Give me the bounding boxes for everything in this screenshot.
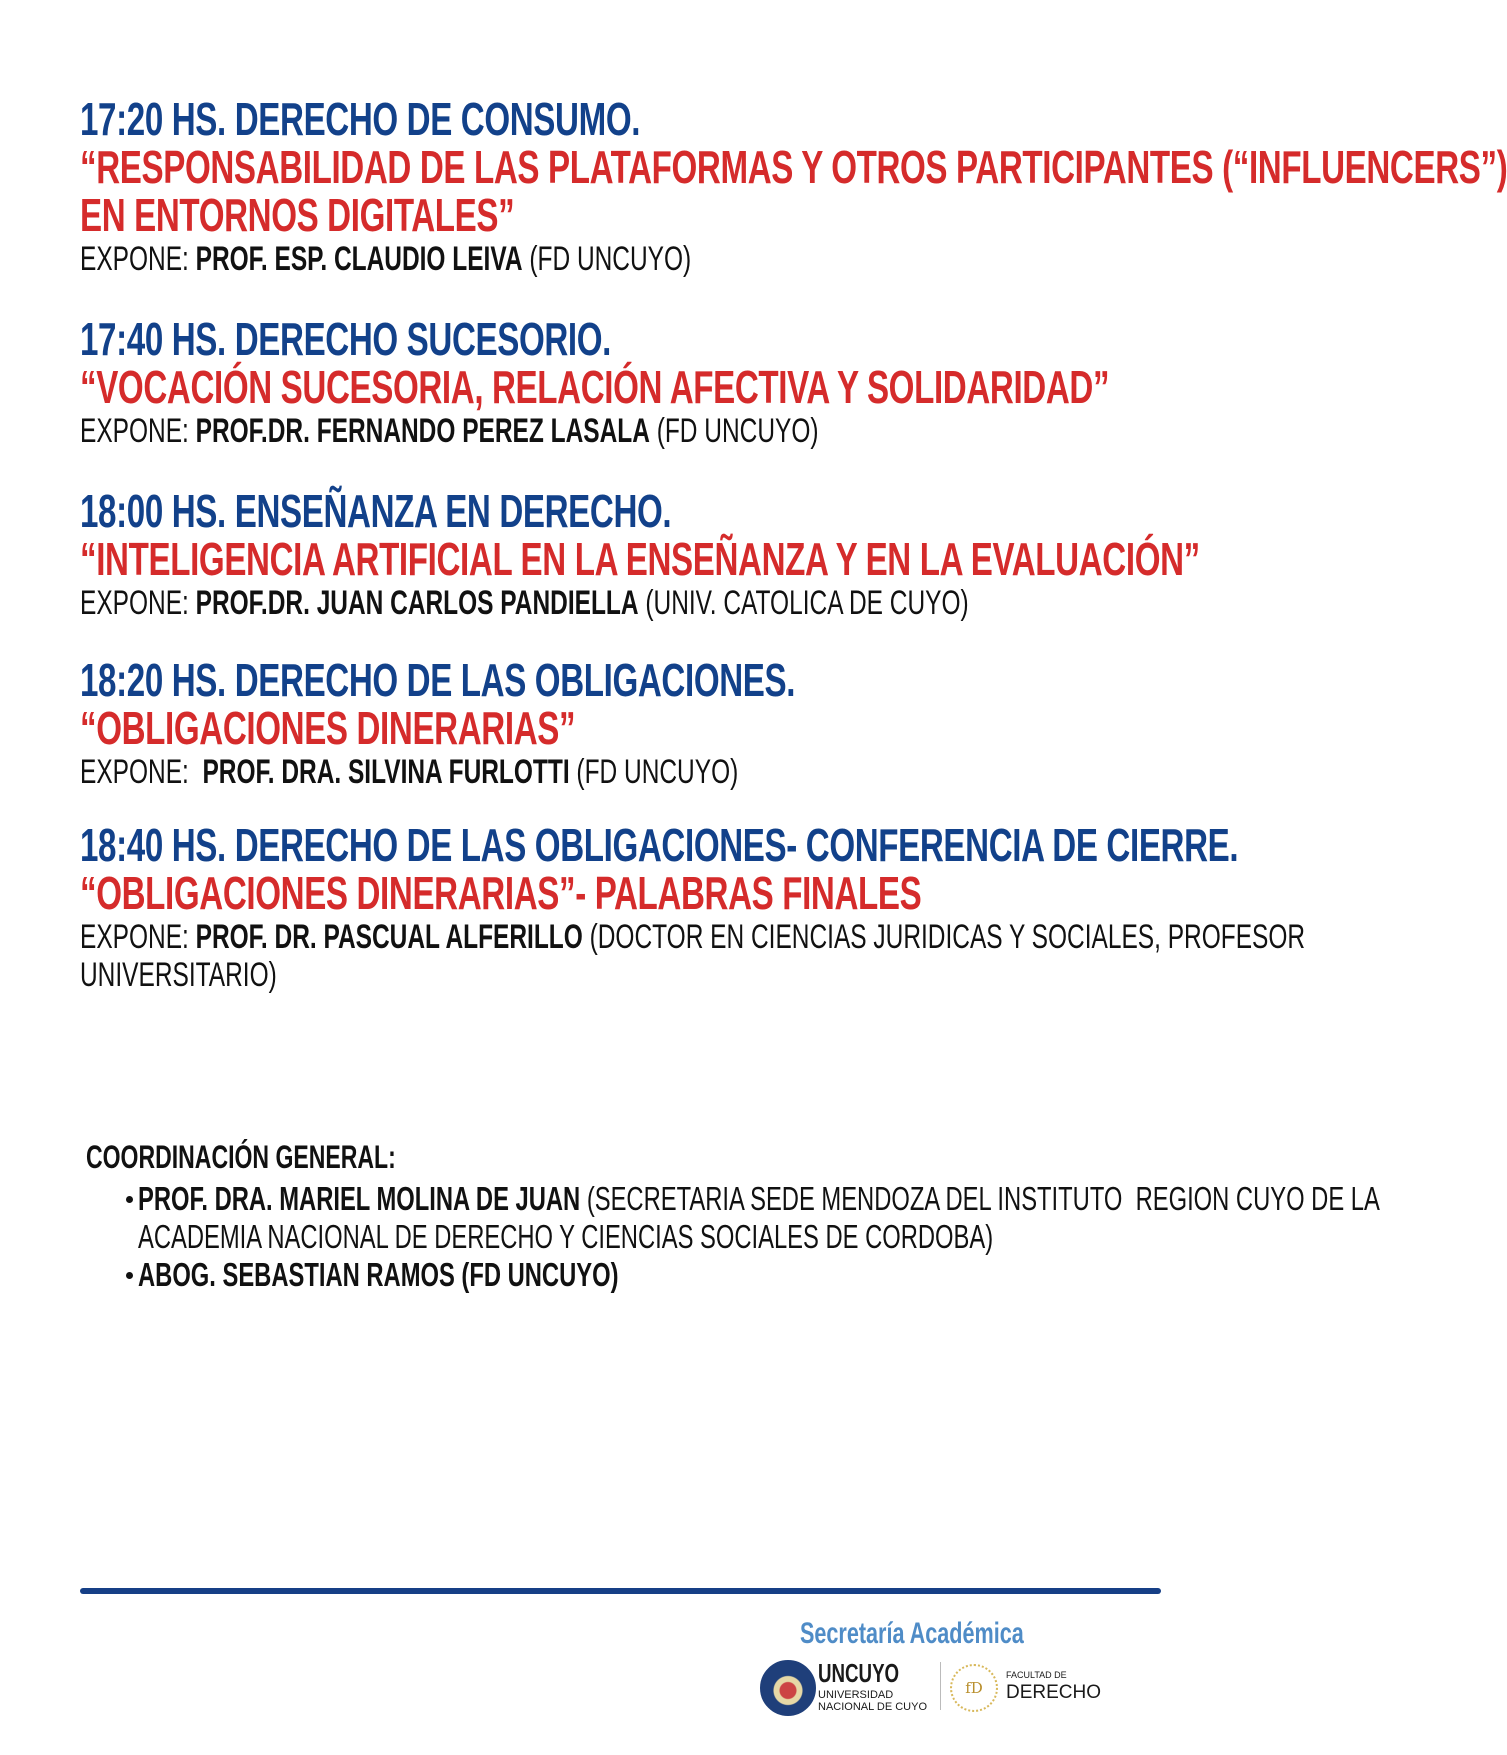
talk-title-line-1: “RESPONSABILIDAD DE LAS PLATAFORMAS Y OTROS PARTICIPANTES (“INFLUENCERS”) (80, 141, 1507, 193)
speaker-line (80, 413, 858, 449)
speaker-line (80, 241, 858, 277)
coordinator-line (138, 1180, 1380, 1218)
expone-label: EXPONE: (80, 412, 196, 450)
session-1740 (80, 315, 1160, 449)
speaker-line (80, 584, 969, 622)
speaker-name: PROF. ESP. CLAUDIO LEIVA (195, 240, 523, 278)
session-time-title: 18:20 HS. DERECHO DE LAS OBLIGACIONES. (80, 654, 796, 706)
list-item (86, 1180, 1380, 1256)
speaker-line (80, 918, 1306, 956)
coordination-list (86, 1180, 1380, 1294)
speaker-name: PROF.DR. JUAN CARLOS PANDIELLA (195, 584, 639, 622)
speaker-affiliation: (UNIV. CATOLICA DE CUYO) (638, 584, 969, 622)
logo-separator (940, 1662, 941, 1710)
footer-divider (80, 1588, 1161, 1594)
bullet-icon (126, 1272, 133, 1279)
session-1800 (80, 485, 1200, 622)
talk-title-line-1: “OBLIGACIONES DINERARIAS”- PALABRAS FINALES (80, 867, 922, 919)
coordinator-detail-continued: ACADEMIA NACIONAL DE DERECHO Y CIENCIAS SOCIALES DE CORDOBA) (138, 1218, 994, 1255)
speaker-affiliation: (FD UNCUYO) (569, 753, 739, 791)
speaker-affiliation: (FD UNCUYO) (649, 412, 819, 450)
talk-title-line-1: “OBLIGACIONES DINERARIAS” (80, 702, 576, 754)
coordinator-name: ABOG. SEBASTIAN RAMOS (FD UNCUYO) (138, 1256, 619, 1293)
session-time-title: 17:20 HS. DERECHO DE CONSUMO. (80, 93, 641, 145)
faculty-name: DERECHO (1006, 1682, 1102, 1703)
expone-label: EXPONE: (80, 240, 196, 278)
speaker-name: PROF. DRA. SILVINA FURLOTTI (202, 753, 570, 791)
expone-label: EXPONE: (80, 753, 203, 791)
talk-title-line-1: “INTELIGENCIA ARTIFICIAL EN LA ENSEÑANZA Y EN LA EVALUACIÓN” (80, 533, 1200, 585)
university-subtitle: UNIVERSIDAD NACIONAL DE CUYO (818, 1689, 928, 1713)
list-item (86, 1256, 1186, 1294)
speaker-affiliation: (DOCTOR EN CIENCIAS JURIDICAS Y SOCIALES, PROFESOR (582, 918, 1306, 956)
coordinator-line (138, 1256, 893, 1294)
speaker-name: PROF. DR. PASCUAL ALFERILLO (195, 918, 583, 956)
expone-label: EXPONE: (80, 584, 196, 622)
talk-title-line-2: EN ENTORNOS DIGITALES” (80, 189, 515, 241)
session-1820 (80, 656, 1160, 790)
speaker-affiliation: (FD UNCUYO) (522, 240, 692, 278)
faculty-logo-icon: fD (950, 1664, 998, 1712)
expone-label: EXPONE: (80, 918, 196, 956)
coordinator-detail: (SECRETARIA SEDE MENDOZA DEL INSTITUTO REGION CUYO DE LA (580, 1180, 1380, 1217)
session-time-title: 18:00 HS. ENSEÑANZA EN DERECHO. (80, 485, 672, 537)
coordinator-name: PROF. DRA. MARIEL MOLINA DE JUAN (138, 1180, 581, 1217)
coordination-title: COORDINACIÓN GENERAL: (86, 1139, 396, 1175)
talk-title-line-1: “VOCACIÓN SUCESORIA, RELACIÓN AFECTIVA Y SOLIDARIDAD” (80, 361, 1110, 413)
speaker-line (80, 754, 858, 790)
session-time-title: 18:40 HS. DERECHO DE LAS OBLIGACIONES- CONFERENCIA DE CIERRE. (80, 819, 1239, 871)
university-seal-icon (760, 1660, 816, 1716)
session-1840 (80, 819, 1306, 994)
faculty-label: FACULTAD DE (1006, 1670, 1067, 1680)
session-1720 (80, 93, 1507, 278)
speaker-name: PROF.DR. FERNANDO PEREZ LASALA (195, 412, 650, 450)
speaker-affiliation-continued: UNIVERSITARIO) (80, 956, 277, 994)
bullet-icon (126, 1196, 133, 1203)
session-time-title: 17:40 HS. DERECHO SUCESORIO. (80, 313, 612, 365)
footer-title: Secretaría Académica (800, 1617, 1024, 1650)
university-name: UNCUYO (818, 1658, 900, 1688)
coordination-section (86, 1139, 1380, 1294)
